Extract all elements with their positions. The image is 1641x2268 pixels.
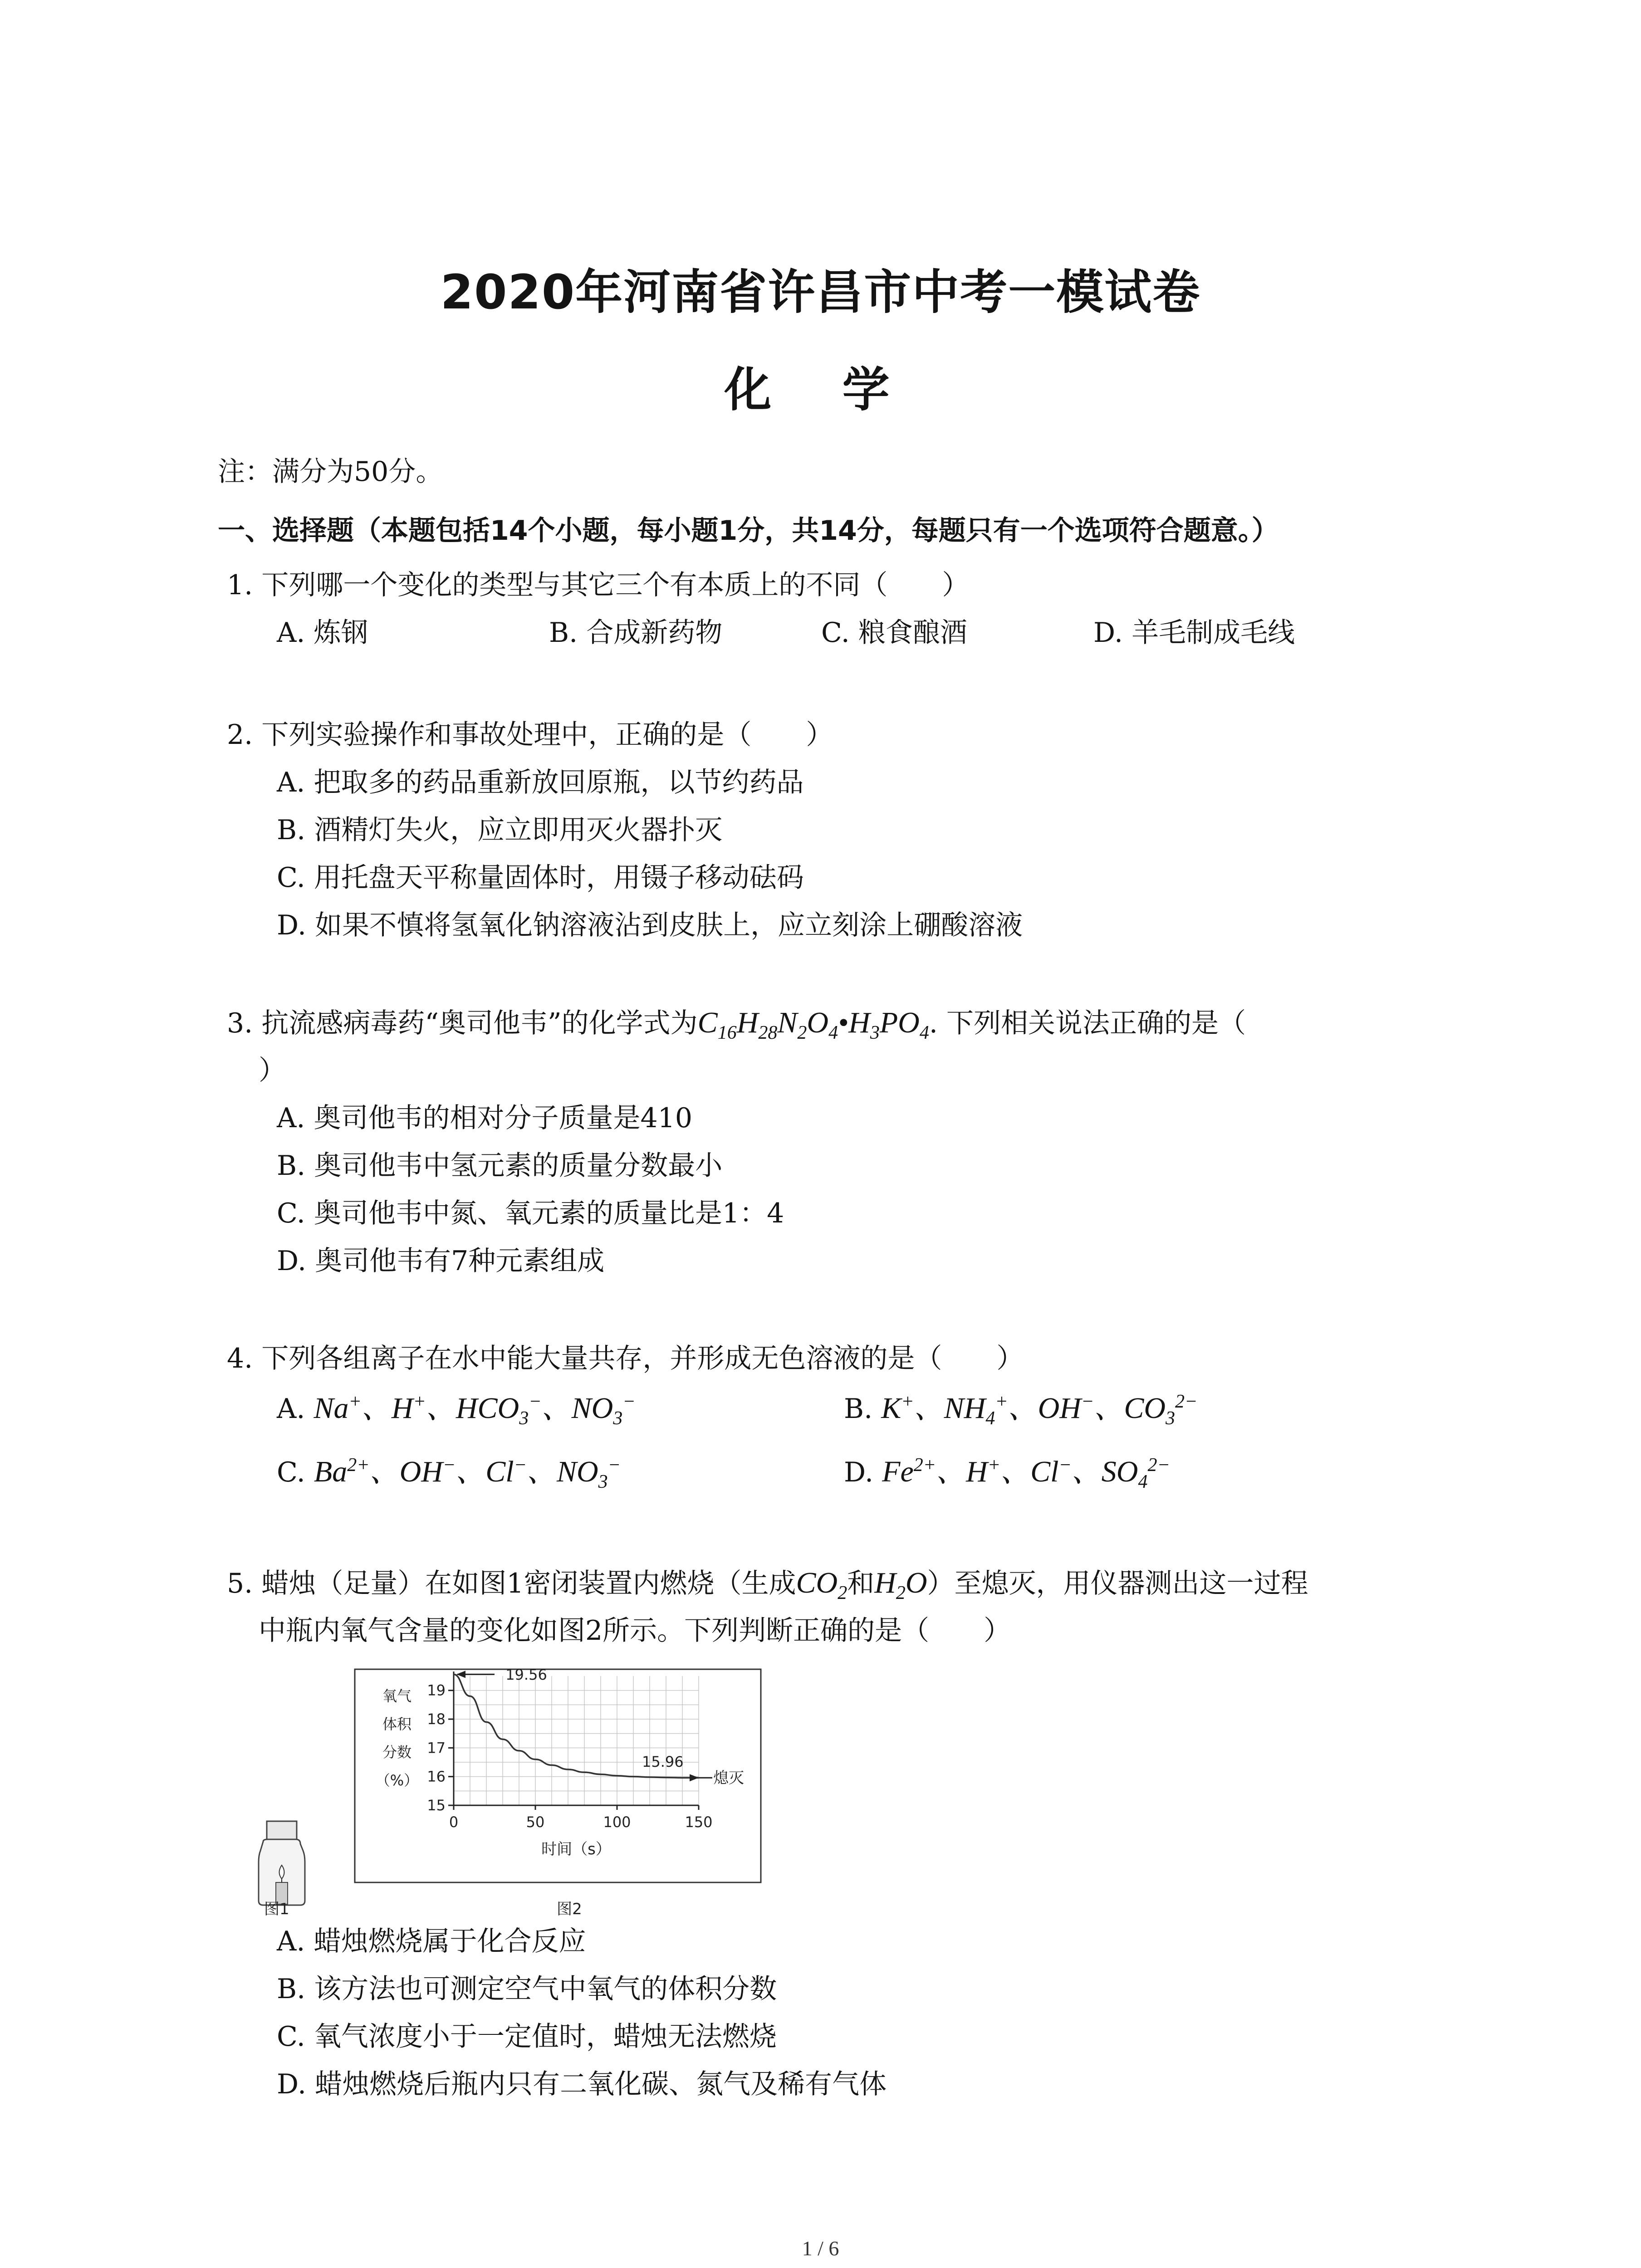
end-value-label: 15.96 xyxy=(642,1753,684,1771)
y-tick-label: 16 xyxy=(427,1768,446,1785)
question-2-stem: 2. 下列实验操作和事故处理中，正确的是（ ） xyxy=(227,719,833,751)
question-3-stem-post: . 下列相关说法正确的是（ xyxy=(929,1007,1246,1039)
question-2-option-c: C. 用托盘天平称量固体时，用镊子移动砝码 xyxy=(277,862,804,894)
y-axis-label: 体积 xyxy=(382,1716,412,1733)
x-axis-label: 时间（s） xyxy=(541,1840,611,1858)
question-3-option-d: D. 奥司他韦有7种元素组成 xyxy=(277,1245,605,1277)
x-tick-label: 0 xyxy=(449,1813,459,1831)
figure-2-label: 图2 xyxy=(557,1900,582,1918)
figure-1-label: 图1 xyxy=(264,1900,289,1918)
page-number: 1 / 6 xyxy=(802,2237,839,2260)
question-4-option-a: A. Na+、H+、$HCO_3^-$、$NO_3^-$ xyxy=(277,1391,636,1429)
y-axis-label: （%） xyxy=(375,1772,419,1789)
question-1-stem: 1. 下列哪一个变化的类型与其它三个有本质上的不同（ ） xyxy=(227,569,970,601)
figure-svg xyxy=(245,1660,771,1919)
y-tick-label: 15 xyxy=(427,1797,446,1814)
start-value-label: 19.56 xyxy=(505,1666,547,1684)
question-1-option-a: A. 炼钢 xyxy=(277,617,368,649)
x-tick-label: 50 xyxy=(526,1813,545,1831)
document-title: 2020年河南省许昌市中考一模试卷 xyxy=(440,264,1201,320)
question-2-option-a: A. 把取多的药品重新放回原瓶，以节约药品 xyxy=(277,767,804,798)
question-5-option-c: C. 氧气浓度小于一定值时，蜡烛无法燃烧 xyxy=(277,2021,777,2053)
question-1-option-b: B. 合成新药物 xyxy=(549,617,723,649)
question-2-option-d: D. 如果不慎将氢氧化钠溶液沾到皮肤上，应立刻涂上硼酸溶液 xyxy=(277,909,1023,941)
question-5-option-a: A. 蜡烛燃烧属于化合反应 xyxy=(277,1926,586,1957)
question-4-option-b: B. K+、$NH_4^+$、OH−、$CO_3^{2-}$ xyxy=(844,1391,1198,1429)
question-4-stem: 4. 下列各组离子在水中能大量共存，并形成无色溶液的是（ ） xyxy=(227,1343,1024,1374)
subject-heading: 化 学 xyxy=(724,362,917,417)
question-3-option-c: C. 奥司他韦中氮、氧元素的质量比是1：4 xyxy=(277,1198,784,1229)
question-3-option-a: A. 奥司他韦的相对分子质量是410 xyxy=(277,1102,692,1134)
question-3-option-b: B. 奥司他韦中氢元素的质量分数最小 xyxy=(277,1150,723,1182)
question-5-stem-line1: 5. 蜡烛（足量）在如图1密闭装置内燃烧（生成$CO_2$和$H_2O$）至熄灭，用仪器测出这一过程 xyxy=(227,1566,1308,1604)
y-axis-label: 氧气 xyxy=(382,1687,412,1705)
question-2-option-b: B. 酒精灯失火，应立即用灭火器扑灭 xyxy=(277,814,723,846)
question-5-stem-line2: 中瓶内氧气含量的变化如图2所示。下列判断正确的是（ ） xyxy=(259,1615,1011,1647)
question-5-option-b: B. 该方法也可测定空气中氧气的体积分数 xyxy=(277,1973,777,2005)
question-5-option-d: D. 蜡烛燃烧后瓶内只有二氧化碳、氮气及稀有气体 xyxy=(277,2068,887,2100)
score-note: 注：满分为50分。 xyxy=(218,456,443,488)
question-1-option-d: D. 羊毛制成毛线 xyxy=(1093,617,1295,649)
question-4-option-d: D. $Fe^{2+}$、H+、Cl−、$SO_4^{2-}$ xyxy=(844,1455,1170,1493)
y-tick-label: 19 xyxy=(427,1681,446,1699)
question-3-stem-close: ） xyxy=(259,1055,286,1086)
y-tick-label: 18 xyxy=(427,1711,446,1728)
section-heading: 一、选择题（本题包括14个小题，每小题1分，共14分，每题只有一个选项符合题意。） xyxy=(218,515,1279,547)
question-5-figure xyxy=(245,1660,771,1919)
y-axis-label: 分数 xyxy=(382,1744,412,1761)
question-3-stem xyxy=(227,1005,1246,1044)
extinguished-label: 熄灭 xyxy=(713,1769,744,1788)
x-tick-label: 150 xyxy=(685,1813,713,1831)
question-1-option-c: C. 粮食酿酒 xyxy=(821,617,967,649)
formula-oseltamivir: $C_{16}H_{28}N_2O_4•H_3PO_4$ xyxy=(697,1006,929,1044)
bottle-with-candle-illustration xyxy=(259,1821,305,1905)
question-3-stem-pre: 3. 抗流感病毒药“奥司他韦”的化学式为 xyxy=(227,1007,698,1039)
y-tick-label: 17 xyxy=(427,1739,446,1757)
x-tick-label: 100 xyxy=(603,1813,631,1831)
question-4-option-c: C. $Ba^{2+}$、OH−、Cl−、$NO_3^-$ xyxy=(277,1455,621,1493)
